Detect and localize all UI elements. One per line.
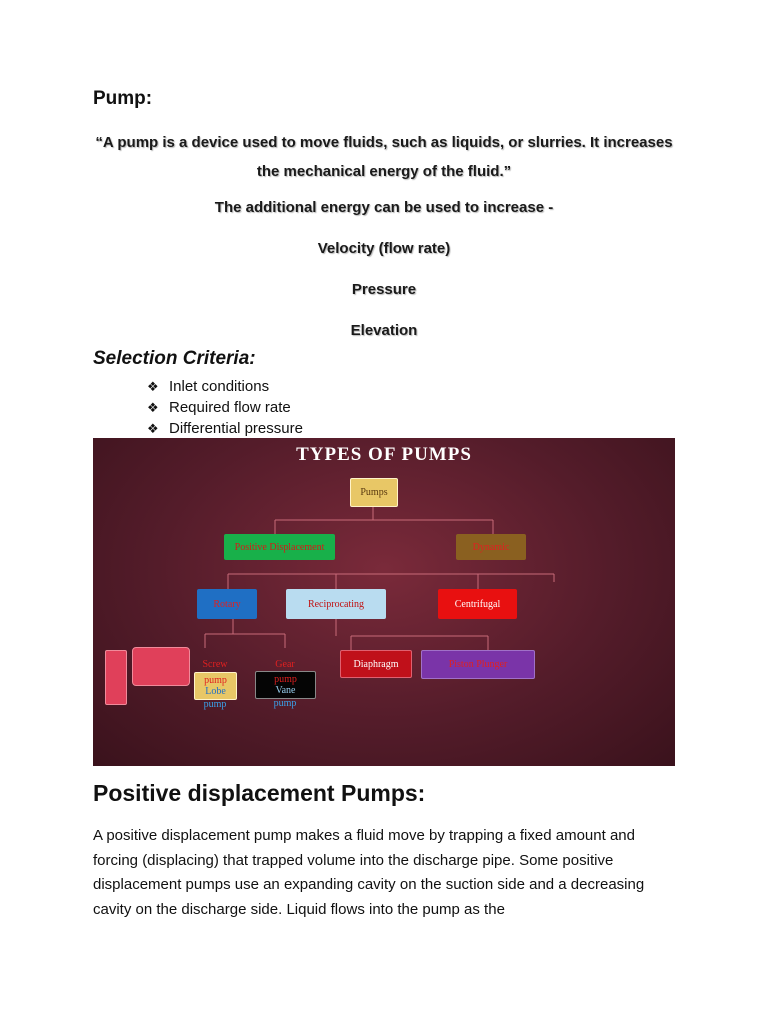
label-vane: Vane — [275, 685, 296, 696]
label-screw: Screw — [202, 659, 228, 670]
list-item — [147, 376, 303, 397]
node-gear-vane — [255, 671, 316, 699]
criteria-list — [147, 376, 303, 439]
criteria-item-label: Differential pressure — [169, 420, 303, 437]
diamond-bullet-icon: ❖ — [147, 400, 159, 415]
use-pressure: Pressure — [351, 281, 417, 298]
node-pumps: Pumps — [350, 478, 398, 507]
label-lobe-pump: pump — [203, 699, 227, 710]
label-lobe: Lobe — [205, 686, 226, 697]
selection-criteria-heading: Selection Criteria: — [93, 348, 256, 369]
node-piston-plunger: Piston Plunger — [421, 650, 535, 679]
decorative-block — [105, 650, 127, 705]
use-velocity: Velocity (flow rate) — [317, 240, 451, 257]
node-reciprocating: Reciprocating — [286, 589, 386, 619]
label-gear-pump: pump — [274, 674, 297, 685]
diamond-bullet-icon: ❖ — [147, 379, 159, 394]
diamond-bullet-icon: ❖ — [147, 421, 159, 436]
diagram-title: TYPES OF PUMPS — [296, 444, 472, 465]
decorative-block — [132, 647, 190, 686]
pump-definition — [60, 128, 708, 186]
node-centrifugal: Centrifugal — [438, 589, 517, 619]
list-item — [147, 397, 303, 418]
definition-line-2: the mechanical energy of the fluid.” — [256, 163, 512, 180]
use-elevation: Elevation — [350, 322, 418, 339]
list-item — [147, 418, 303, 439]
node-diaphragm: Diaphragm — [340, 650, 412, 678]
pump-heading: Pump: — [93, 88, 153, 109]
node-positive-displacement: Positive Displacement — [224, 534, 335, 560]
label-screw-pump: pump — [204, 675, 227, 686]
additional-energy-text: The additional energy can be used to increase - — [214, 199, 554, 216]
definition-line-1: “A pump is a device used to move fluids, such as liquids, or slurries. It increases — [95, 134, 673, 151]
positive-displacement-paragraph: A positive displacement pump makes a fluid move by trapping a fixed amount and forcing (displacing) that trapped volume into the discharge pipe. Some positive displacement pumps use an expanding cavity on the suction side and a decreasing cavity on the discharge side. Liquid flows into the pump as the — [93, 827, 645, 918]
label-gear: Gear — [275, 659, 295, 670]
node-screw-lobe — [194, 672, 237, 700]
node-dynamic: Dynamic — [456, 534, 526, 560]
positive-displacement-heading: Positive displacement Pumps: — [93, 780, 426, 806]
criteria-item-label: Inlet conditions — [169, 378, 270, 395]
criteria-item-label: Required flow rate — [169, 399, 291, 416]
types-of-pumps-diagram — [93, 438, 675, 766]
node-rotary: Rotary — [197, 589, 257, 619]
label-vane-pump: pump — [273, 698, 297, 709]
